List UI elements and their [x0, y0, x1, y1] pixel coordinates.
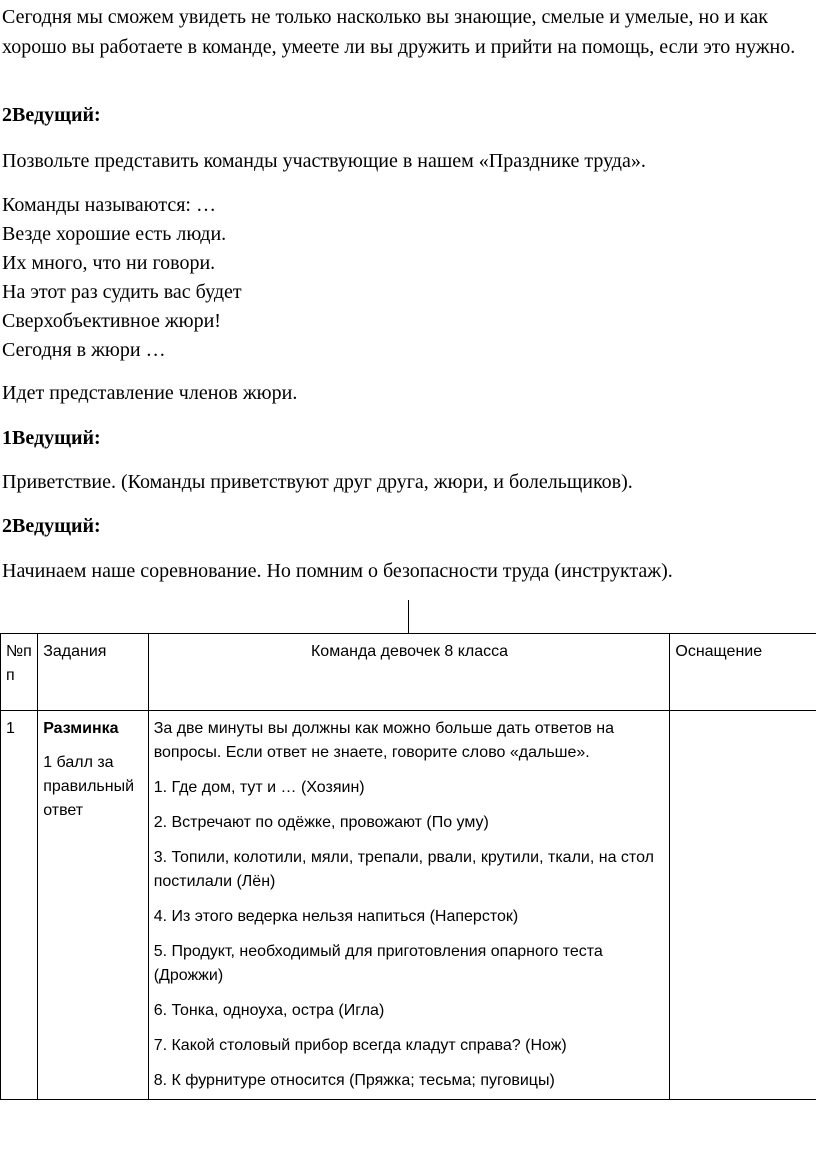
question-item: 2. Встречают по одёжке, провожают (По уму): [153, 814, 489, 831]
start-text: Начинаем наше соревнование. Но помним о безопасности труда (инструктаж).: [2, 560, 673, 582]
questions-cell: [148, 711, 670, 1100]
header-task: Задания: [38, 634, 149, 711]
poem-line: Сегодня в жюри …: [2, 339, 166, 361]
tasks-table: [0, 633, 816, 1100]
poem-line: Сверхобъективное жюри!: [2, 310, 221, 332]
question-item: 7. Какой столовый прибор всегда кладут справа? (Нож): [153, 1037, 567, 1054]
question-item: 5. Продукт, необходимый для приготовления опарного теста (Дрожжи): [153, 943, 603, 984]
question-item: 1. Где дом, тут и … (Хозяин): [153, 779, 365, 796]
task-title: Разминка: [43, 720, 119, 737]
host-2-heading: 2Ведущий:: [2, 515, 101, 537]
host-1-heading: 1Ведущий:: [2, 427, 101, 449]
question-item: 4. Из этого ведерка нельзя напиться (Наперсток): [153, 908, 519, 925]
poem-line: Везде хорошие есть люди.: [2, 223, 227, 245]
question-item: 3. Топили, колотили, мяли, трепали, рвали, крутили, ткали, на стол постилали (Лён): [153, 849, 654, 890]
host-2-heading: 2Ведущий:: [2, 104, 101, 126]
header-equipment: Оснащение: [670, 634, 816, 711]
table-row: [1, 711, 816, 1100]
greeting-text: Приветствие. (Команды приветствуют друг друга, жюри, и болельщиков).: [2, 471, 633, 493]
equipment-cell: [670, 711, 816, 1100]
poem-line: Команды называются: …: [2, 194, 216, 216]
task-score-note: 1 балл за правильный ответ: [43, 754, 135, 819]
header-number: №п п: [1, 634, 38, 711]
poem-line: На этот раз судить вас будет: [2, 281, 242, 303]
poem-line: Их много, что ни говори.: [2, 252, 216, 274]
question-item: 6. Тонка, одноуха, остра (Игла): [153, 1002, 385, 1019]
intro-paragraph: Сегодня мы сможем увидеть не только насколько вы знающие, смелые и умелые, но и как хорошо вы работаете в команде, умеете ли вы дружить и прийти на помощь, если это нужно.: [2, 6, 796, 58]
table-divider: [408, 600, 409, 634]
present-teams-text: Позвольте представить команды участвующие в нашем «Празднике труда».: [2, 150, 646, 172]
row-number: 1: [1, 711, 38, 1100]
jury-intro-text: Идет представление членов жюри.: [2, 382, 298, 404]
table-header-row: [1, 634, 816, 711]
question-item: 8. К фурнитуре относится (Пряжка; тесьма; пуговицы): [153, 1072, 555, 1089]
header-team: Команда девочек 8 класса: [148, 634, 670, 711]
question-instruction: За две минуты вы должны как можно больше дать ответов на вопросы. Если ответ не знаете, говорите слово «дальше».: [153, 720, 615, 761]
task-cell: [38, 711, 149, 1100]
